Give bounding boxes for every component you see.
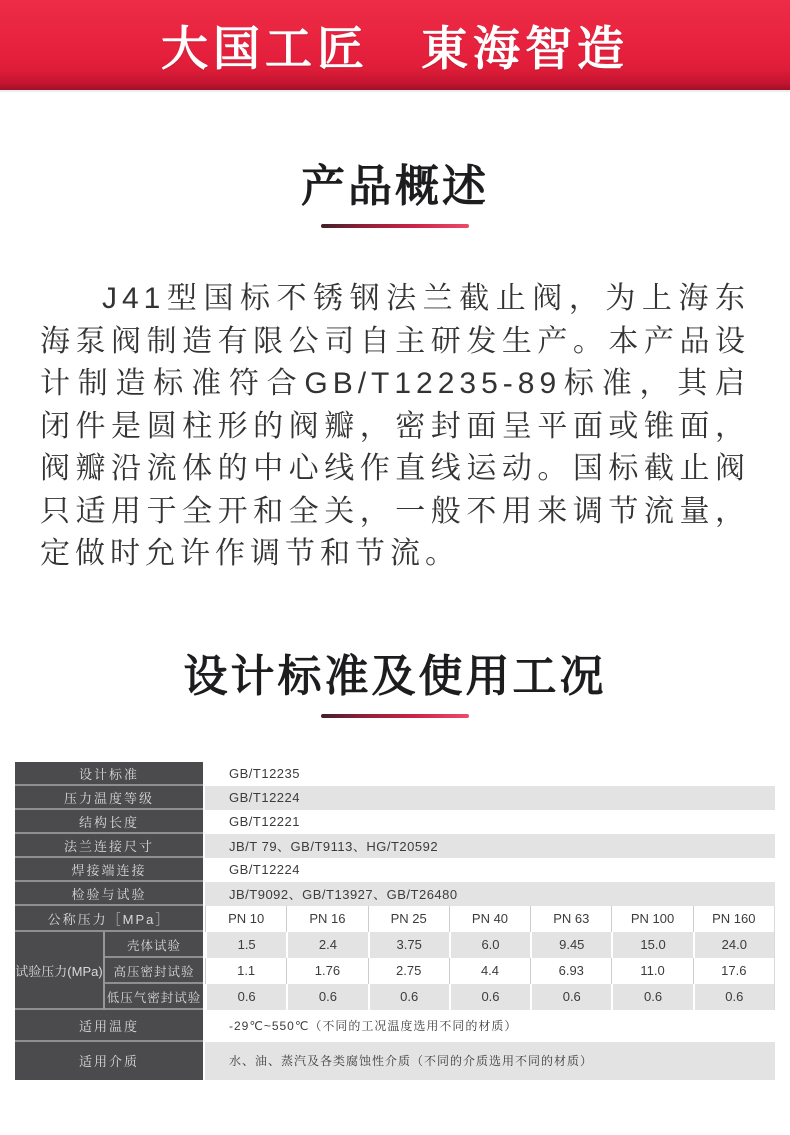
heading-underline-decoration: [321, 224, 469, 228]
value-cell: 4.4: [449, 958, 530, 984]
table-row-applicable-temperature: [15, 1010, 775, 1042]
value-cell: 2.75: [368, 958, 449, 984]
pn-cell: PN 25: [368, 906, 449, 932]
table-row-high-pressure-seal-test: [105, 958, 775, 984]
value-cell: 0.6: [449, 984, 530, 1010]
value-cell: 3.75: [368, 932, 449, 958]
value-cell: 0.6: [611, 984, 692, 1010]
test-pressure-label: 试验压力(MPa): [15, 932, 105, 1010]
row-value: JB/T9092、GB/T13927、GB/T26480: [205, 882, 775, 906]
value-cell: 15.0: [611, 932, 692, 958]
row-label: 适用温度: [15, 1010, 205, 1042]
row-value: GB/T12224: [205, 786, 775, 810]
table-row-inspection-test: [15, 882, 775, 906]
row-value: JB/T 79、GB/T9113、HG/T20592: [205, 834, 775, 858]
pn-cell: PN 100: [611, 906, 692, 932]
table-row-pressure-temp-class: [15, 786, 775, 810]
conditions-heading: 设计标准及使用工况: [183, 651, 607, 701]
overview-section-header: [0, 160, 790, 228]
value-cell: 0.6: [205, 984, 286, 1010]
value-cell: 1.5: [205, 932, 286, 958]
value-cell: 6.0: [449, 932, 530, 958]
value-cell: 0.6: [368, 984, 449, 1010]
test-pressure-rows: [105, 932, 775, 1010]
row-sublabel: 壳体试验: [105, 932, 205, 958]
row-value: GB/T12235: [205, 762, 775, 786]
value-cell: 9.45: [530, 932, 611, 958]
value-cell: 24.0: [693, 932, 774, 958]
overview-paragraph: J41型国标不锈钢法兰截止阀，为上海东海泵阀制造有限公司自主研发生产。本产品设计制造标准符合GB/T12235-89标准，其启闭件是圆柱形的阀瓣，密封面呈平面或锥面，阀瓣沿流体的中心线作直线运动。国标截止阀只适用于全开和全关，一般不用来调节流量，定做时允许作调节和节流。: [40, 282, 750, 570]
heading-underline-decoration: [321, 714, 469, 718]
pn-cell: PN 63: [530, 906, 611, 932]
table-row-structure-length: [15, 810, 775, 834]
row-label: 检验与试验: [15, 882, 205, 906]
brand-banner-title: 大国工匠 東海智造: [161, 21, 629, 75]
row-label: 适用介质: [15, 1042, 205, 1080]
value-cell: 11.0: [611, 958, 692, 984]
value-cell: 1.76: [286, 958, 367, 984]
row-label: 结构长度: [15, 810, 205, 834]
table-row-applicable-medium: [15, 1042, 775, 1080]
row-label: 法兰连接尺寸: [15, 834, 205, 858]
row-label: 设计标准: [15, 762, 205, 786]
test-values: [205, 958, 775, 984]
value-cell: 1.1: [205, 958, 286, 984]
table-row-low-pressure-air-seal-test: [105, 984, 775, 1010]
table-row-nominal-pressure: [15, 906, 775, 932]
row-label: 公称压力［MPa］: [15, 906, 205, 932]
row-value: GB/T12221: [205, 810, 775, 834]
value-cell: 17.6: [693, 958, 774, 984]
pn-cell: PN 160: [693, 906, 774, 932]
test-values: [205, 984, 775, 1010]
spec-table: [15, 762, 775, 1080]
value-cell: 6.93: [530, 958, 611, 984]
table-row-weld-end: [15, 858, 775, 882]
value-cell: 0.6: [286, 984, 367, 1010]
conditions-section-header: [0, 650, 790, 718]
table-row-design-standard: [15, 762, 775, 786]
row-value: GB/T12224: [205, 858, 775, 882]
table-row-flange-size: [15, 834, 775, 858]
test-pressure-group: [15, 932, 775, 1010]
row-value: -29℃~550℃（不同的工况温度选用不同的材质）: [205, 1010, 775, 1042]
brand-banner: [0, 0, 790, 90]
pn-cell: PN 10: [205, 906, 286, 932]
test-values: [205, 932, 775, 958]
row-label: 焊接端连接: [15, 858, 205, 882]
row-sublabel: 低压气密封试验: [105, 984, 205, 1010]
pn-cell: PN 16: [286, 906, 367, 932]
row-label: 压力温度等级: [15, 786, 205, 810]
pn-cell: PN 40: [449, 906, 530, 932]
row-value: 水、油、蒸汽及各类腐蚀性介质（不同的介质选用不同的材质）: [205, 1042, 775, 1080]
value-cell: 0.6: [693, 984, 774, 1010]
value-cell: 0.6: [530, 984, 611, 1010]
value-cell: 2.4: [286, 932, 367, 958]
row-sublabel: 高压密封试验: [105, 958, 205, 984]
overview-heading: 产品概述: [301, 162, 489, 211]
pressure-values: [205, 906, 775, 932]
table-row-shell-test: [105, 932, 775, 958]
